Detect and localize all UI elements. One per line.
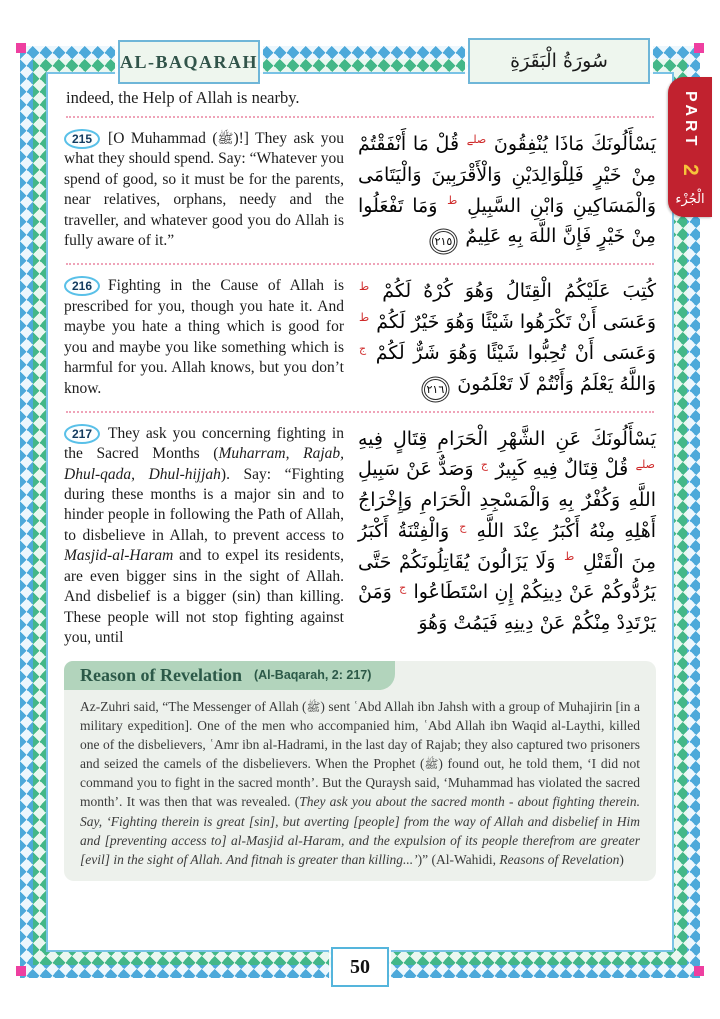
verse-216-english-text: Fighting in the Cause of Allah is prescribed for you, though you hate it. And maybe you hate a thing which is good for you and maybe you like something which is harmful for you. Allah knows, but you don’t know. (64, 277, 344, 397)
verse-number-badge: 217 (64, 424, 100, 444)
surah-title-english: AL-BAQARAH (120, 51, 259, 72)
border-corner-ornament (16, 43, 26, 53)
reason-paragraph: Az-Zuhri said, “The Messenger of Allah (ﷺ) sent ʿAbd Allah ibn Jahsh with a group of Muhajirin [in a military expedition]. One of the men who accompanied him, ʿAbd Allah ibn Waqid al-Laythi, killed one of the disbelievers, ʿAmr ibn al-Hadrami, in the last day of Rajab; they also captured two prisoners and seized the camels of the disbelievers. When the Prophet (ﷺ) found out, he told them, ‘I did not command you to fight in the sacred month’. But the Quraysh said, ‘Muhammad has violated the sacred month’. It was then that was revealed. (They ask you about the sacred month - about fighting therein. Say, ‘Fighting therein is great [sin], but averting [people] from the way of Allah and disbelief in Him and [preventing access to] al-Masjid al-Haram, and the expulsion of its people therefrom are greater [evil] in the sight of Allah. And fitnah is greater than killing...’)” (Al-Wahidi, Reasons of Revelation) (80, 698, 640, 867)
border-corner-ornament (16, 966, 26, 976)
verse-215-english-text: [O Muhammad (ﷺ)!] They ask you what they should spend. Say: “Whatever you spend of good, so it must be for the parents, near relatives, orphans, needy and the traveller, and whatever good you do Allah is fully aware of it.” (64, 130, 345, 250)
verse-row-216 (64, 272, 656, 403)
part-tab (668, 77, 712, 217)
verse-number-badge: 216 (64, 276, 100, 296)
dotted-separator (66, 116, 654, 118)
reason-of-revelation-header (64, 661, 395, 690)
surah-title-box-english (118, 40, 260, 84)
border-corner-ornament (694, 43, 704, 53)
verse-215-arabic: يَسْأَلُونَكَ مَاذَا يُنْفِقُونَ $^{صلے}$ قُلْ مَا أَنْفَقْتُمْ مِنْ خَيْرٍ فَلِلْوَالِدَيْنِ وَالْأَقْرَبِينَ وَالْيَتَامَى وَالْمَسَاكِينِ وَابْنِ السَّبِيلِ $^ط$ وَمَا تَفْعَلُوا مِنْ خَيْرٍ فَإِنَّ اللَّهَ بِهِ عَلِيمٌ ٢١٥ (358, 129, 656, 252)
dotted-separator (66, 411, 654, 413)
verse-217-arabic: يَسْأَلُونَكَ عَنِ الشَّهْرِ الْحَرَامِ قِتَالٍ فِيهِ $^{صلے}$ قُلْ قِتَالٌ فِيهِ كَبِيرٌ $^ج$ وَصَدٌّ عَنْ سَبِيلِ اللَّهِ وَكُفْرٌ بِهِ وَالْمَسْجِدِ الْحَرَامِ وَإِخْرَاجُ أَهْلِهِ مِنْهُ أَكْبَرُ عِنْدَ اللَّهِ $^ج$ وَالْفِتْنَةُ أَكْبَرُ مِنَ الْقَتْلِ $^ط$ وَلَا يَزَالُونَ يُقَاتِلُونَكُمْ حَتَّى يَرُدُّوكُمْ عَنْ دِينِكُمْ إِنِ اسْتَطَاعُوا $^ج$ وَمَنْ يَرْتَدِدْ مِنْكُمْ عَنْ دِينِهِ فَيَمُتْ وَهُوَ (358, 427, 657, 635)
verse-row-215 (64, 125, 656, 256)
dotted-separator (66, 263, 654, 265)
verse-216-english (64, 276, 344, 399)
reason-reference: (Al-Baqarah, 2: 217) (253, 668, 372, 683)
surah-title-box-arabic (468, 38, 650, 84)
page-number: 50 (350, 955, 370, 978)
page-content-panel (46, 72, 674, 952)
border-corner-ornament (694, 966, 704, 976)
verse-217-english (64, 424, 344, 649)
part-label: PART (682, 91, 699, 150)
ornamental-border-frame (20, 46, 700, 978)
ornamental-border-inner (33, 59, 687, 965)
verse-row-217 (64, 420, 656, 653)
surah-title-arabic: سُورَةُ الْبَقَرَةِ (510, 50, 608, 72)
continuation-text: indeed, the Help of Allah is nearby. (66, 88, 300, 107)
page-number-box (331, 947, 389, 987)
verse-216-arabic: كُتِبَ عَلَيْكُمُ الْقِتَالُ وَهُوَ كُرْهٌ لَكُمْ $^ط$ وَعَسَى أَنْ تَكْرَهُوا شَيْئًا وَهُوَ خَيْرٌ لَكُمْ $^ط$ وَعَسَى أَنْ تُحِبُّوا شَيْئًا وَهُوَ شَرٌّ لَكُمْ $^ج$ وَاللَّهُ يَعْلَمُ وَأَنْتُمْ لَا تَعْلَمُونَ ٢١٦ (358, 276, 656, 399)
reason-of-revelation-box (64, 661, 656, 881)
verse-215-english (64, 129, 344, 252)
part-label-arabic: الْجُزْء (675, 192, 705, 207)
verse-number-badge: 215 (64, 129, 100, 149)
verse-217-english-text: They ask you concerning fighting in the Sacred Months (Muharram, Rajab, Dhul-qada, Dhul-hijjah). Say: “Fighting during these months is a major sin and to hinder people in following the Path of Allah, to disbelieve in Allah, to prevent access to Masjid-al-Haram and to expel its residents, are even bigger sins in the sight of Allah. And disbelief is a bigger (sin) than killing. These people will not stop fighting against you, until (64, 424, 344, 647)
reason-title: Reason of Revelation (80, 664, 242, 685)
part-number: 2 (679, 163, 702, 176)
